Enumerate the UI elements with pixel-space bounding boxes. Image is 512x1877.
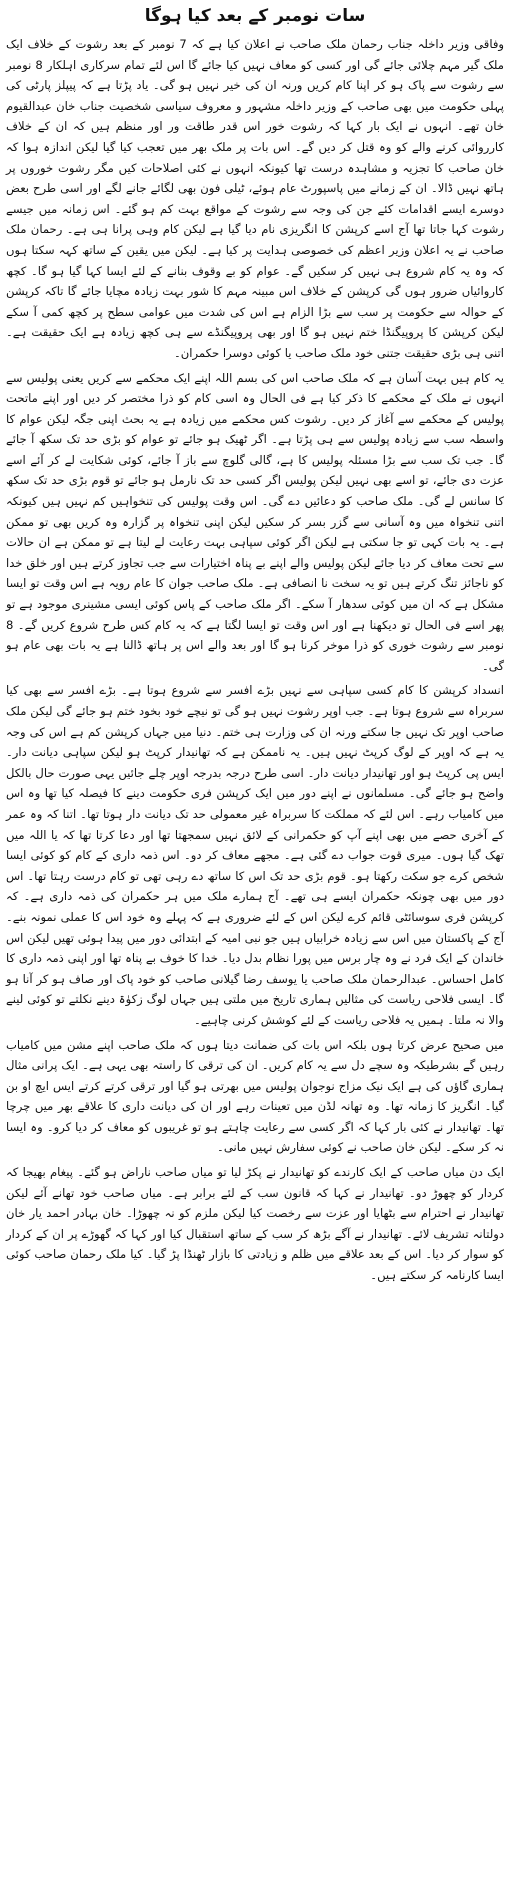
paragraph-1: وفاقی وزیر داخلہ جناب رحمان ملک صاحب نے اعلان کیا ہے کہ 7 نومبر کے بعد رشوت کے خلاف ایک ملک گیر مہم چلائی جائے گی اور کسی کو معاف نہیں کیا جائے گا اس لئے تمام سرکاری اہلکار 8 نومبر سے رشوت سے پاک ہو کر اپنا کام کریں ورنہ ان کی خیر نہیں ہو گی۔ یاد پڑتا ہے کہ پیپلز پارٹی کی پہلی حکومت میں بھی صاحب کے وزیر داخلہ مشہور و معروف سیاسی شخصیت جناب خان عبدالقیوم خان تھے۔ انہوں نے ایک بار کہا کہ رشوت خور اس قدر طاقت ور اور منظم ہیں کہ ان کے خلاف کارروائی کرنے والے کو وہ قتل کر دیں گے۔ اس بات پر ملک بھر میں تعجب کیا گیا لیکن اندازہ ہوا کہ خان صاحب کا تجزیہ و مشاہدہ درست تھا کیونکہ انہوں نے کئی اصلاحات کیں مگر رشوت خوروں پر ہاتھ نہیں ڈالا۔ ان کے زمانے میں پاسپورٹ عام ہوئے، ٹیلی فون بھی لگائے جانے لگے اور اسی طرح بعض دوسرے ایسے اقدامات کئے جن کی وجہ سے رشوت کے مواقع بہت کم ہو گئے۔ اس زمانہ میں جیسے رشوت کہا جاتا تھا آج اسے کرپشن کا انگریزی نام دیا گیا ہے لیکن کام وہی پرانا ہی ہے۔ رحمان ملک صاحب نے یہ اعلان وزیر اعظم کی خصوصی ہدایت پر کیا ہے۔ لیکن میں یقین کے ساتھ کہہ سکتا ہوں کہ وہ یہ کام شروع ہی نہیں کر سکیں گے۔ عوام کو بے وقوف بنانے کے لئے ایسا کہا گیا ہو گا۔ کچھ کاروائیاں ضرور ہوں گی کرپشن کے خلاف اس مبینہ مہم کا شور بہت زیادہ مچایا جائے گا تاکہ کرپشن کے حوالہ سے حکومت پر سب سے بڑا الزام ہے اس کی شدت میں عوامی سطح پر کچھ کمی آ سکے لیکن کرپشن کا پروپیگنڈا ختم نہیں ہو گا اور بھی پروپیگنڈے سے ہی کچھ زیادہ ہے ایک حقیقت ہے۔ اتنی ہی بڑی حقیقت جتنی خود ملک صاحب یا کوئی دوسرا حکمران۔ xyxy=(6,37,504,360)
paragraph-2: یہ کام ہیں بہت آسان ہے کہ ملک صاحب اس کی بسم اللہ اپنے ایک محکمے سے کریں یعنی پولیس سے انہوں نے ملک کے محکمے کا ذکر کیا ہے فی الحال وہ اسی کام کو ذرا مختصر کر دیں اور اپنے ماتحت پولیس کے محکمے سے آغاز کر دیں۔ رشوت کس محکمے میں زیادہ ہے یہ بحث اپنی جگہ لیکن عوام کا واسطہ سب سے زیادہ پولیس سے ہی پڑتا ہے۔ اگر ٹھیک ہو جائے تو عوام کو بڑی حد تک سکھ آ جائے گا۔ جب تک سب سے بڑا مسئلہ پولیس کا ہے، گالی گلوچ سے باز آ جائے، کوئی شکایت لے کر آئے اسے عزت دی جائے، تو اسے بھی نہیں لیکن پولیس اگر کسی حد تک نارمل ہو جائے تو قوم بڑی حد تک سکھ کا سانس لے گی۔ ملک صاحب کو دعائیں دے گی۔ اس وقت پولیس کی تنخواہیں کم نہیں ہیں کیونکہ اتنی تنخواہ میں وہ آسانی سے گزر بسر کر سکیں لیکن اپنی تنخواہ پر گزارہ وہ کریں بھی تو ممکن ہے۔ یہ بات کہی تو جا سکتی ہے لیکن اگر کوئی سپاہی بہت رعایت لے لیتا ہے تو ممکن ہے ان حالات سے تحت معاف کر دیا جائے لیکن پولیس والے اپنے بے پناہ اختیارات سے جب تجاوز کرتے ہیں اور خلق خدا کو ناجائز تنگ کرتے ہیں تو یہ سخت نا انصافی ہے۔ ملک صاحب جوان کا عام رویہ ہے اس وقت تو ایسا مشکل ہے کہ ان میں کوئی سدھار آ سکے۔ اگر ملک صاحب کے پاس کوئی ایسی مشینری موجود ہے تو پھر اسے فی الحال تو دیکھنا ہے اور اس وقت تو ایسا لگتا ہے کہ یہ کام کس طرح شروع کریں گے۔ 8 نومبر سے رشوت خوری کو ذرا موخر کرنا ہو گا اور بعد والے اس پر ہاتھ ڈالنا ہے یہ بات بھی عام ہو گی۔ xyxy=(6,370,504,673)
paragraph-4: میں صحیح عرض کرتا ہوں بلکہ اس بات کی ضمانت دیتا ہوں کہ ملک صاحب اپنے مشن میں کامیاب رہیں گے بشرطیکہ وہ سچے دل سے یہ کام کریں۔ ان کی ترقی کا راستہ بھی یہی ہے۔ ایک پرانی مثال ہماری گاؤں کی ہے ایک نیک مزاج نوجوان پولیس میں بھرتی ہو گیا اور ترقی کرتے کرتے ایس ایچ او بن گیا۔ انگریز کا زمانہ تھا۔ وہ تھانہ لڈن میں تعینات رہے اور ان کی دیانت داری کا علاقے بھر میں چرچا تھا۔ تھانیدار نے کئی بار کہا کہ اگر کسی سے رعایت چاہتے ہو تو غریبوں کو معاف کر دیا کرو۔ وہ ایسا نہ کر سکے۔ لیکن خان صاحب نے کوئی سفارش نہیں مانی۔ xyxy=(6,1037,504,1155)
paragraph-5: ایک دن میاں صاحب کے ایک کارندے کو تھانیدار نے پکڑ لیا تو میاں صاحب ناراض ہو گئے۔ پیغام بھیجا کہ کردار کو چھوڑ دو۔ تھانیدار نے کہا کہ قانون سب کے لئے برابر ہے۔ میاں صاحب خود تھانے آئے لیکن تھانیدار نے احترام سے بٹھایا اور عزت سے رخصت کیا لیکن ملزم کو نہ چھوڑا۔ خان بہادر احمد یار خان دولتانہ تشریف لائے۔ تھانیدار نے آگے بڑھ کر سب کے ساتھ استقبال کیا اور کہا کہ گھوڑے پر ان کے کردار کو سوار کر دیا۔ اس کے بعد علاقے میں ظلم و زیادتی کا بازار ٹھنڈا پڑ گیا۔ کیا ملک رحمان صاحب کوئی ایسا کارنامہ کر سکتے ہیں۔ xyxy=(6,1165,504,1283)
paragraph-3: انسداد کرپشن کا کام کسی سپاہی سے نہیں بڑے افسر سے شروع ہوتا ہے۔ بڑے افسر سے بھی کیا سربراہ سے شروع ہوتا ہے۔ جب اوپر رشوت نہیں ہو گی تو نیچے خود بخود ختم ہو جائے گی لیکن ملک صاحب اوپر تک نہیں جا سکتے ورنہ ان کی وزارت ہی ختم۔ دنیا میں جہاں کرپشن کم ہے اس کی وجہ یہ ہے کہ اوپر کے لوگ کرپٹ نہیں ہیں۔ یہ ناممکن ہے کہ تھانیدار کرپٹ ہو لیکن سپاہی دیانت دار۔ ایس پی کرپٹ ہو اور تھانیدار دیانت دار۔ اسی طرح درجہ بدرجہ اوپر چلے جائیں یہی صورت حال بالکل واضح ہو جائے گی۔ مسلمانوں نے اپنے دور میں ایک کرپشن فری حکومت دینے کا فیصلہ کیا تھا وہ اس میں کامیاب رہے۔ اس لئے کہ مملکت کا سربراہ غیر معمولی حد تک دیانت دار ہوتا تھا۔ اتنا کہ وہ عمر کے آخری حصے میں بھی اپنے آپ کو حکمرانی کے لائق نہیں سمجھتا تھا اور دعا کرتا تھا کہ یا اللہ میں تھک گیا ہوں۔ میری قوت جواب دے گئی ہے۔ مجھے معاف کر دو۔ اس ذمہ داری کے کام کو کوئی ایسا شخص کرے جو سکت رکھتا ہو۔ قوم بڑی حد تک اس کا ساتھ دے رہی تھی تو کام درست رہتا تھا۔ اس دور میں بھی چونکہ حکمران ایسے ہی تھے۔ آج ہمارے ملک میں ہر حکمران کی ذمہ داری ہے۔ کہ کرپشن فری سوسائٹی قائم کرے لیکن اس کے لئے ضروری ہے کہ پہلے وہ خود اس کا عملی نمونہ بنے۔ آج کے پاکستان میں اس سے زیادہ خرابیاں ہیں جو نبی امیہ کے ابتدائی دور میں پیدا ہوئی تھیں لیکن اس خاندان کے ایک فرد نے وہ چار برس میں پورا نظام بدل دیا۔ خدا کا خوف بے پناہ تھا اور اپنی ذمہ داری کا کامل احساس۔ عبدالرحمان ملک صاحب یا یوسف رضا گیلانی صاحب کو خود پاک اور صاف ہو کر آنا ہو گا۔ ایسی فلاحی ریاست کی مثالیں ہماری تاریخ میں ملتی ہیں جہاں لوگ زکوٰۃ دینے نکلتے تو کوئی لینے والا نہ ملتا۔ ہمیں یہ فلاحی ریاست کے لئے کوشش کرنی چاہیے۔ xyxy=(6,683,504,1027)
column-headline: سات نومبر کے بعد کیا ہوگا xyxy=(144,6,366,26)
